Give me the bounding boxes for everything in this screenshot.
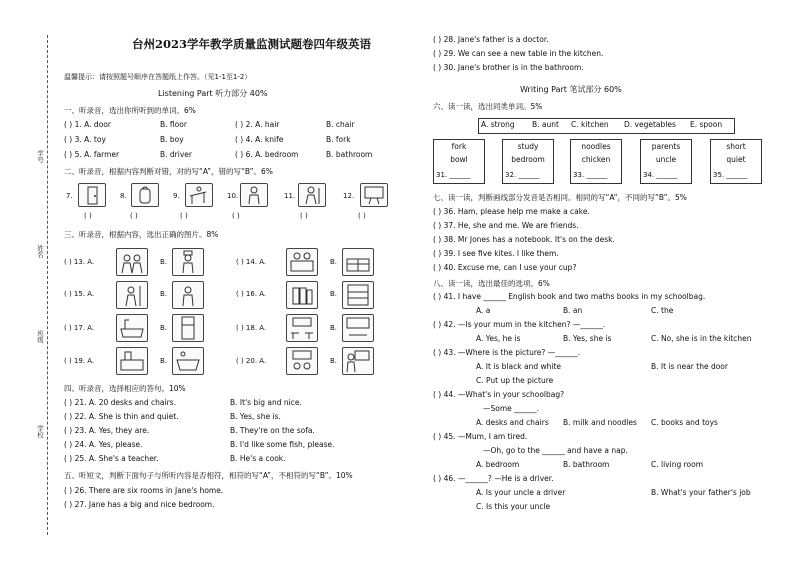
s4-item: ( ) 21. A. 20 desks and chairs. — [64, 398, 176, 407]
s3-b-label: B. — [330, 324, 338, 332]
s3-item-label: ( ) 14. A. — [236, 258, 267, 266]
kitchen-counter-icon — [342, 248, 374, 276]
s7-heading: 七、读一读，判断画线部分发音是否相同。相同的写“A”，不同的写“B”。5% — [433, 193, 687, 202]
classroom-icon — [286, 314, 318, 342]
s8-question: ( ) 42. —Is your mum in the kitchen? —______. — [433, 320, 606, 329]
s8-option: A. bedroom — [476, 460, 520, 469]
s1-item: B. driver — [160, 150, 192, 159]
s4-item: ( ) 23. A. Yes, they are. — [64, 426, 150, 435]
s4-item: B. Yes, she is. — [230, 412, 281, 421]
s4-item: ( ) 22. A. She is thin and quiet. — [64, 412, 179, 421]
s1-item: ( ) 5. A. farmer — [64, 150, 120, 159]
s8-question: ( ) 46. —______? —He is a driver. — [433, 474, 554, 483]
s4-item: B. It's big and nice. — [230, 398, 302, 407]
s3-item-label: ( ) 17. A. — [64, 324, 95, 332]
s8-option: B. What's your father's job — [651, 488, 751, 497]
s3-item-label: ( ) 18. A. — [236, 324, 267, 332]
s8-option: B. an — [563, 306, 583, 315]
s3-item-label: ( ) 19. A. — [64, 357, 95, 365]
s8-option: C. Is this your uncle — [476, 502, 551, 511]
side-label-name: 姓名 — [36, 245, 44, 258]
s1-item: ( ) 6. A. bedroom — [235, 150, 299, 159]
s2-num: 11. — [284, 192, 296, 200]
s7-item: ( ) 38. Mr Jones has a notebook. It's on the desk. — [433, 235, 615, 244]
s1-item: ( ) 4. A. knife — [235, 135, 284, 144]
kitchen-icon — [116, 347, 148, 375]
s1-heading: 一、听录音，选出你所听到的单词。6% — [64, 106, 196, 115]
s3-item-label: ( ) 15. A. — [64, 290, 95, 298]
s6-word-box: study bedroom 32. ______ — [502, 139, 554, 184]
classroom-board-icon — [342, 314, 374, 342]
s6-answer-blank[interactable]: 32. ______ — [505, 171, 540, 179]
fridge-icon — [172, 314, 204, 342]
s2-paren: ( ) — [232, 212, 240, 220]
s1-item: B. bathroom — [326, 150, 373, 159]
family-icon — [116, 248, 148, 276]
s8-option: C. Put up the picture — [476, 376, 554, 385]
s6-answer-blank[interactable]: 34. ______ — [643, 171, 678, 179]
books-icon — [286, 281, 318, 309]
writing-heading: Writing Part 笔试部分 60% — [520, 85, 622, 94]
s2-paren: ( ) — [300, 212, 308, 220]
reminder-text: 温馨提示：请按照题号顺序在答题纸上作答。（见1-1至1-2） — [64, 73, 252, 81]
page-title: 台州2023学年教学质量监测试题卷四年级英语 — [132, 37, 372, 51]
s1-item: B. chair — [326, 120, 355, 129]
s8-option: C. books and toys — [651, 418, 718, 427]
s1-item: B. fork — [326, 135, 351, 144]
s6-word-box: short quiet 35. ______ — [710, 139, 762, 184]
bathtub-icon — [172, 347, 204, 375]
s5-heading: 五、听短文，判断下面句子与所听内容是否相符，相符的写“A”，不相符的写“B”。10% — [64, 471, 353, 480]
side-label-class: 班级 — [36, 330, 44, 343]
writing-desk-icon — [185, 183, 213, 207]
doctor-icon — [172, 281, 204, 309]
s6-option: D. vegetables — [624, 120, 676, 129]
s4-item: B. I'd like some fish, please. — [230, 440, 335, 449]
s7-item: ( ) 36. Ham, please help me make a cake. — [433, 207, 590, 216]
s8-question: ( ) 43. —Where is the picture? —______. — [433, 348, 581, 357]
s8-option: B. bathroom — [563, 460, 610, 469]
bathroom-icon — [116, 314, 148, 342]
s3-heading: 三、听录音，根据内容，选出正确的图片。8% — [64, 230, 219, 239]
s8-question: ( ) 45. —Mum, I am tired. — [433, 432, 528, 441]
kitchen-icon — [286, 248, 318, 276]
s6-option: E. spoon — [690, 120, 723, 129]
s2-num: 8. — [120, 192, 127, 200]
s3-b-label: B. — [330, 290, 338, 298]
s8-option: C. living room — [651, 460, 703, 469]
farmer-icon — [298, 183, 326, 207]
s2-paren: ( ) — [180, 212, 188, 220]
s2-num: 9. — [173, 192, 180, 200]
s2-paren: ( ) — [358, 212, 366, 220]
s8-option: B. It is near the door — [651, 362, 728, 371]
s7-item: ( ) 40. Excuse me, can I use your cup? — [433, 263, 577, 272]
s8-option: B. Yes, she is — [563, 334, 612, 343]
s8-option: A. desks and chairs — [476, 418, 549, 427]
s5-item: ( ) 27. Jane has a big and nice bedroom. — [64, 500, 215, 509]
s1-item: B. floor — [160, 120, 187, 129]
s8-option: C. No, she is in the kitchen — [651, 334, 752, 343]
s2-heading: 二、听录音，根据内容判断对错，对的写“A”，错的写“B”。6% — [64, 167, 273, 176]
side-label-school: 学校 — [36, 425, 44, 438]
s6-answer-blank[interactable]: 35. ______ — [713, 171, 748, 179]
s6-heading: 六、读一读，选出同类单词。5% — [433, 102, 543, 111]
s5-item: ( ) 29. We can see a new table in the kitchen. — [433, 49, 604, 58]
s6-option: C. kitchen — [571, 120, 609, 129]
classroom-icon — [286, 347, 318, 375]
s3-b-label: B. — [330, 258, 338, 266]
s1-item: ( ) 1. A. door — [64, 120, 111, 129]
s3-item-label: ( ) 20. A. — [236, 357, 267, 365]
s4-item: B. He's a cook. — [230, 454, 286, 463]
s1-item: ( ) 3. A. toy — [64, 135, 106, 144]
s2-num: 12. — [343, 192, 355, 200]
s3-b-label: B. — [160, 357, 168, 365]
s8-option: A. It is black and white — [476, 362, 561, 371]
s2-paren: ( ) — [130, 212, 138, 220]
s3-b-label: B. — [160, 258, 168, 266]
s8-question-line: —Oh, go to the ______ and have a nap. — [483, 446, 628, 455]
s1-item: ( ) 2. A. hair — [235, 120, 280, 129]
s6-answer-blank[interactable]: 31. ______ — [436, 171, 471, 179]
s8-option: A. a — [476, 306, 491, 315]
s1-item: B. boy — [160, 135, 184, 144]
side-label-student-id: 学号 — [36, 150, 44, 163]
s3-item-label: ( ) 13. A. — [64, 258, 95, 266]
listening-heading: Listening Part 听力部分 40% — [158, 89, 268, 98]
bathroom-door-icon — [78, 183, 106, 207]
s4-item: B. They're on the sofa. — [230, 426, 315, 435]
s3-item-label: ( ) 16. A. — [236, 290, 267, 298]
s8-option: C. the — [651, 306, 674, 315]
s2-num: 7. — [66, 192, 73, 200]
teacher-icon — [342, 347, 374, 375]
s6-word-box: parents uncle 34. ______ — [640, 139, 692, 184]
backpack-icon — [131, 183, 159, 207]
s5-item: ( ) 26. There are six rooms in Jane's home. — [64, 486, 224, 495]
s7-item: ( ) 37. He, she and me. We are friends. — [433, 221, 579, 230]
s8-option: A. Is your uncle a driver — [476, 488, 566, 497]
doctor-icon — [240, 183, 268, 207]
binding-line — [47, 35, 48, 535]
s5-item: ( ) 28. Jane's father is a doctor. — [433, 35, 549, 44]
s8-option: B. milk and noodles — [563, 418, 637, 427]
s3-b-label: B. — [330, 357, 338, 365]
s6-option: A. strong — [481, 120, 515, 129]
s5-item: ( ) 30. Jane's brother is in the bathroom. — [433, 63, 584, 72]
s2-paren: ( ) — [84, 212, 92, 220]
s8-question-line: —Some ______. — [483, 404, 540, 413]
bookshelf-icon — [342, 281, 374, 309]
s7-item: ( ) 39. I see five kites. I like them. — [433, 249, 559, 258]
blackboard-icon — [360, 183, 388, 207]
s4-heading: 四、听录音，选择相应的答句。10% — [64, 384, 186, 393]
s6-option: B. aunt — [532, 120, 559, 129]
farmer-icon — [116, 281, 148, 309]
s2-num: 10. — [227, 192, 239, 200]
s3-b-label: B. — [160, 324, 168, 332]
s8-heading: 八、读一读，选出最佳的选项。6% — [433, 279, 550, 288]
s6-answer-blank[interactable]: 33. ______ — [573, 171, 608, 179]
cook-icon — [172, 248, 204, 276]
s4-item: ( ) 25. A. She's a teacher. — [64, 454, 159, 463]
s8-option: A. Yes, he is — [476, 334, 521, 343]
s8-question: ( ) 41. I have ______ English book and two maths books in my schoolbag. — [433, 292, 706, 301]
s6-word-box: noodles chicken 33. ______ — [570, 139, 622, 184]
s4-item: ( ) 24. A. Yes, please. — [64, 440, 143, 449]
s6-word-box: fork bowl 31. ______ — [433, 139, 485, 184]
s8-question: ( ) 44. —What's in your schoolbag? — [433, 390, 565, 399]
s3-b-label: B. — [160, 290, 168, 298]
